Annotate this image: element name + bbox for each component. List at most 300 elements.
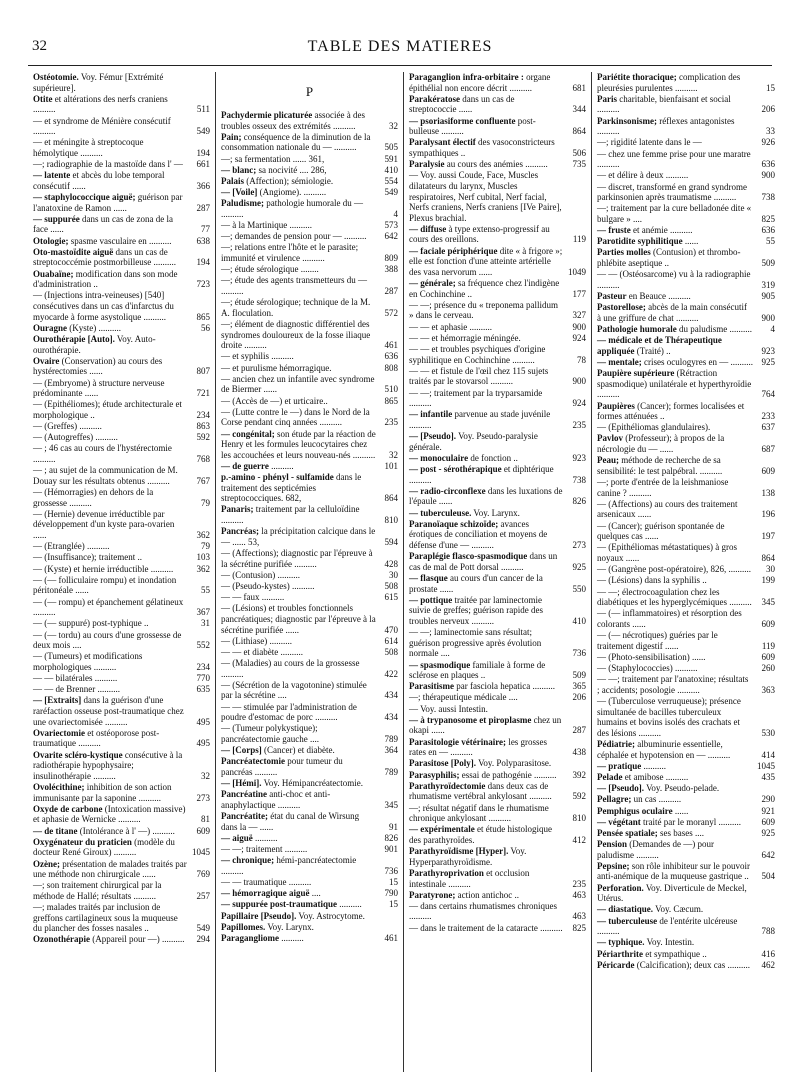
entry-label <box>597 861 756 882</box>
entry-heading: p.-amino - phényl - sulfamide <box>221 472 334 483</box>
entry-heading: — staphylococcique aiguë; <box>33 192 136 203</box>
index-entry <box>597 94 775 115</box>
entry-label <box>221 789 379 810</box>
index-entry <box>409 170 586 223</box>
entry-page-number: 810 <box>572 813 586 824</box>
index-entry <box>409 137 586 158</box>
entry-label <box>597 291 756 302</box>
entry-description: à type extenso-progressif au cours des oreillons. <box>409 223 550 245</box>
entry-label <box>33 902 191 934</box>
entry-page-number: 921 <box>761 805 775 816</box>
index-entry <box>409 366 586 387</box>
index-entry <box>409 453 586 464</box>
entry-page-number: 461 <box>384 933 398 944</box>
index-entry <box>409 692 586 703</box>
index-entry <box>33 782 210 803</box>
index-entry <box>221 855 398 876</box>
index-entry <box>409 781 586 802</box>
entry-label <box>33 673 191 684</box>
entry-label <box>597 368 756 400</box>
index-entry <box>597 302 775 323</box>
entry-description: inhibition de son action immunisante par la saponine .......... <box>33 781 172 803</box>
entry-description: (Contusion) et thrombo-phlébite aseptique .. <box>597 247 741 269</box>
index-entry <box>409 901 586 922</box>
entry-description: — à la Martinique .......... <box>221 220 312 231</box>
entry-description: Voy. Intestin. <box>644 937 695 948</box>
section-letter: P <box>305 84 314 99</box>
entry-label <box>33 618 191 629</box>
index-entry <box>221 680 398 701</box>
index-entry <box>221 165 398 176</box>
index-entry <box>409 72 586 93</box>
entry-heading: — congénital; <box>221 428 275 439</box>
index-entry <box>221 570 398 581</box>
index-entry <box>597 170 775 181</box>
entry-label <box>597 761 756 772</box>
entry-heading: Pemphigus oculaire <box>597 805 673 816</box>
entry-label <box>409 781 567 802</box>
index-entry <box>221 933 398 944</box>
index-entry <box>409 715 586 736</box>
entry-label <box>597 324 756 335</box>
entry-description: — (Tumeurs) et modifications morphologiques .......... <box>33 651 143 672</box>
index-entry <box>221 911 398 922</box>
entry-page-number: 926 <box>761 137 775 148</box>
index-entry <box>221 351 398 362</box>
entry-label <box>33 399 191 420</box>
entry-heading: — médicale et de Thérapeutique appliquée <box>597 335 722 356</box>
entry-label <box>597 137 756 148</box>
entry-heading: Parasitisme <box>409 681 454 692</box>
index-entry <box>597 335 775 356</box>
entry-label <box>221 187 379 198</box>
entry-page-number: 723 <box>196 279 210 290</box>
entry-label <box>409 824 567 845</box>
entry-label <box>33 236 191 247</box>
entry-label <box>221 319 379 351</box>
entry-page-number: 550 <box>572 583 586 594</box>
entry-description: — — et aphasie .......... <box>409 321 492 332</box>
entry-description: —; sa fermentation ...... 361, <box>221 153 325 164</box>
index-entry <box>221 429 398 461</box>
entry-label <box>33 290 191 322</box>
entry-label <box>597 302 756 323</box>
index-entry <box>409 486 586 507</box>
entry-page-number: 78 <box>577 354 586 365</box>
entry-page-number: 573 <box>384 220 398 231</box>
entry-description: Voy. Larynx. <box>471 507 520 518</box>
entry-label <box>221 374 379 395</box>
entry-label <box>33 116 191 137</box>
entry-description: — (Epithéliomes); étude architecturale et morphologique .. <box>33 399 182 420</box>
entry-label <box>221 723 379 744</box>
index-entry <box>409 890 586 901</box>
entry-page-number: 287 <box>196 202 210 213</box>
entry-heading: — [Pseudo]. <box>597 783 644 794</box>
entry-heading: — de guerre <box>221 460 269 471</box>
entry-description: —; malades traités par inclusion de greffons cartilagineux sous la muqueuse du plancher des fosses nasales .. <box>33 902 178 934</box>
entry-label <box>33 487 191 508</box>
entry-page-number: 736 <box>572 648 586 659</box>
entry-description: des vasoconstricteurs sympathiques .. <box>409 137 555 158</box>
entry-description: dans un cas de streptococcie ...... <box>409 93 515 115</box>
entry-heading: Pancréatite; <box>221 811 268 822</box>
index-entry <box>409 333 586 344</box>
entry-heading: Pelade <box>597 771 623 782</box>
entry-page-number: 56 <box>201 322 210 333</box>
entry-description: action antichoc .. <box>455 889 520 900</box>
entry-heading: — infantile <box>409 409 453 420</box>
entry-page-number: 327 <box>572 310 586 321</box>
index-entry <box>597 794 775 805</box>
entry-heading: Ovarite scléro-kystique <box>33 749 123 760</box>
index-entry <box>221 198 398 219</box>
entry-label <box>409 344 567 365</box>
entry-label <box>33 421 191 432</box>
entry-label <box>409 508 567 519</box>
entry-description: — (Gangrène post-opératoire), 826, .......... <box>597 564 751 575</box>
entry-description: (Professeur); à propos de la nécrologie du — ...... <box>597 433 725 455</box>
entry-description: dans le traitement des septicémies streptococciques. 682, <box>221 472 362 504</box>
entry-page-number: 681 <box>572 82 586 93</box>
entry-label <box>597 149 756 170</box>
index-entry <box>221 187 398 198</box>
entry-page-number: 609 <box>196 825 210 836</box>
entry-label <box>409 770 567 781</box>
entry-label <box>597 806 756 817</box>
entry-heading: — [Hémi]. <box>221 778 262 789</box>
entry-description: Voy. Pseudo-pelade. <box>644 783 720 794</box>
entry-page-number: 810 <box>384 515 398 526</box>
entry-page-number: 738 <box>761 192 775 203</box>
entry-description: état du canal de Wirsung dans la — ...... <box>221 811 360 832</box>
entry-label <box>221 570 379 581</box>
entry-page-number: 826 <box>384 832 398 843</box>
entry-description: pour tumeur du pancréas .......... <box>221 756 343 777</box>
entry-label <box>221 603 379 635</box>
entry-label <box>221 275 379 296</box>
entry-page-number: 319 <box>761 279 775 290</box>
entry-heading: Paupière supérieure <box>597 368 675 379</box>
index-entry <box>409 824 586 845</box>
entry-description: — (Staphylococcies) .......... <box>597 663 698 674</box>
entry-label <box>597 575 756 586</box>
entry-label <box>597 817 756 828</box>
entry-label <box>409 453 567 464</box>
entry-description: — — et hémorragie méningée. <box>409 332 521 343</box>
entry-page-number: 287 <box>572 725 586 736</box>
entry-description: et occlusion intestinale .......... <box>409 867 530 889</box>
entry-label <box>409 758 567 769</box>
entry-description: au cours d'un cancer de la prostate ...... <box>409 572 543 594</box>
entry-page-number: 764 <box>761 389 775 400</box>
entry-page-number: 637 <box>761 422 775 433</box>
entry-description: présentation de malades traités par une méthode non chirurgicale ...... <box>33 858 187 880</box>
entry-page-number: 199 <box>761 575 775 586</box>
entry-page-number: 825 <box>572 922 586 933</box>
entry-label <box>221 351 379 362</box>
index-entry <box>33 432 210 443</box>
entry-label <box>409 278 567 299</box>
entry-heading: — psoriasiforme confluente <box>409 115 516 126</box>
entry-page-number: 554 <box>384 175 398 186</box>
entry-description: — — faux .......... <box>221 592 285 603</box>
index-entry <box>33 859 210 880</box>
entry-label <box>33 192 191 213</box>
entry-page-number: 55 <box>201 585 210 596</box>
index-entry <box>597 696 775 738</box>
entry-label <box>409 846 567 867</box>
index-column-1 <box>28 72 216 1072</box>
index-entry <box>597 587 775 608</box>
entry-page-number: 905 <box>761 291 775 301</box>
entry-page-number: 4 <box>770 323 775 334</box>
entry-label <box>221 220 379 231</box>
entry-page-number: 362 <box>196 530 210 540</box>
entry-heading: Pension <box>597 839 628 850</box>
entry-heading: Paupières <box>597 400 635 411</box>
entry-label <box>597 828 756 839</box>
entry-heading: Palais <box>221 175 245 186</box>
entry-page-number: 864 <box>572 126 586 137</box>
index-entry <box>597 652 775 663</box>
entry-heading: Pavlov <box>597 433 623 444</box>
entry-label <box>409 868 567 889</box>
index-entry <box>221 154 398 165</box>
entry-page-number: 549 <box>384 187 398 198</box>
entry-description: .......... <box>252 832 278 843</box>
entry-heading: Oxygénateur du praticien <box>33 836 132 847</box>
entry-label <box>33 94 191 115</box>
entry-description: — — et fistule de l'œil chez 115 sujets traités par le stovarsol .......... <box>409 365 549 387</box>
entry-page-number: 925 <box>761 827 775 838</box>
entry-description: (Cancer); formes localisées et formes atténuées .. <box>597 400 745 422</box>
entry-description: — (— suppuré) post-typhique .. <box>33 618 149 629</box>
entry-description: — (Contusion) .......... <box>221 569 301 580</box>
entry-description: — (— rompu) et épanchement gélatineux .......... <box>33 596 184 618</box>
entry-label <box>409 486 567 507</box>
entry-label <box>409 660 567 681</box>
entry-label <box>597 663 756 674</box>
entry-description: .......... <box>337 899 362 910</box>
entry-page-number: 900 <box>761 312 775 323</box>
index-entry <box>33 487 210 508</box>
entry-page-number: 721 <box>196 388 210 399</box>
entry-label <box>221 933 379 944</box>
entry-heading: Panaris; <box>221 504 254 515</box>
entry-page-number: 345 <box>761 597 775 608</box>
entry-description: avances érotiques de conciliation et moyens de défense d'une — .......... <box>409 518 548 550</box>
entry-heading: — typhique. <box>597 937 645 948</box>
entry-label <box>409 94 567 115</box>
entry-page-number: 416 <box>761 948 775 959</box>
entry-label <box>597 949 756 960</box>
entry-label <box>409 409 567 430</box>
entry-description: —; élément de diagnostic différentiel des syndromes douloureux de la fosse iliaque droite .......... <box>221 319 371 351</box>
entry-description: associée à des troubles osseux des extrémités .......... <box>221 110 365 131</box>
page-header <box>28 0 772 66</box>
index-entry <box>409 770 586 781</box>
entry-label <box>33 782 191 803</box>
entry-page-number: 769 <box>196 869 210 880</box>
index-entry <box>409 278 586 299</box>
entry-description: (modèle du docteur René Giroux) .......... <box>33 836 175 858</box>
entry-label <box>33 356 191 377</box>
entry-description: charitable, bienfaisant et social .......... <box>597 93 731 115</box>
entry-page-number: 197 <box>761 531 775 542</box>
entry-label <box>33 541 191 552</box>
entry-label <box>221 110 379 131</box>
index-entry <box>597 861 775 882</box>
entry-description: au cours des anémies .......... <box>444 159 548 170</box>
entry-page-number: 15 <box>389 877 398 888</box>
entry-description: —; relations entre l'hôte et le parasite; immunité et virulence .......... <box>221 242 359 264</box>
entry-label <box>221 745 379 756</box>
entry-heading: Paraplégie flasco-spasmodique <box>409 551 528 562</box>
index-entry <box>597 916 775 937</box>
index-entry <box>221 264 398 275</box>
entry-page-number: 101 <box>384 460 398 471</box>
entry-label <box>597 960 756 971</box>
index-entry <box>409 803 586 824</box>
index-entry <box>33 826 210 837</box>
entry-description: traité par le moranyl .......... <box>640 816 741 827</box>
entry-description: — (Accès de —) et urticaire.. <box>221 395 328 406</box>
entry-page-number: 235 <box>572 419 586 430</box>
index-entry <box>221 702 398 723</box>
entry-label <box>597 269 756 290</box>
entry-label <box>33 826 191 837</box>
entry-page-number: 392 <box>572 769 586 780</box>
entry-page-number: 609 <box>761 816 775 827</box>
entry-page-number: 364 <box>384 745 398 756</box>
entry-page-number: 438 <box>572 747 586 758</box>
entry-heading: Parasitose [Poly]. <box>409 758 476 769</box>
entry-page-number: 552 <box>196 640 210 651</box>
index-entry <box>33 902 210 934</box>
entry-description: — (Lésions) dans la syphilis .. <box>597 575 707 586</box>
entry-page-number: 362 <box>196 563 210 574</box>
entry-heading: — blanc; <box>221 164 257 175</box>
entry-description: pathologie humorale du — .......... <box>221 198 363 219</box>
index-entry <box>597 499 775 520</box>
entry-label <box>597 916 756 937</box>
entry-page-number: 206 <box>572 692 586 703</box>
index-entry <box>33 597 210 618</box>
index-entry <box>597 149 775 170</box>
entry-page-number: 235 <box>384 417 398 428</box>
index-entry <box>597 291 775 302</box>
index-entry <box>33 934 210 945</box>
entry-description: parvenue au stade juvénile .......... <box>409 409 551 430</box>
entry-page-number: 788 <box>761 926 775 937</box>
entry-description: dans un cas de mal de Pott dorsal .......... <box>409 551 558 572</box>
entry-page-number: 435 <box>761 771 775 782</box>
entry-description: — —; laminectomie sans résultat; guérison progressive après évolution normale .... <box>409 627 542 659</box>
index-entry <box>33 247 210 268</box>
entry-heading: Ostéotomie. <box>33 72 79 82</box>
entry-heading: Otologie; <box>33 235 69 246</box>
index-entry <box>409 224 586 245</box>
entry-description: — (Epithéliomas métastatiques) à gros noyaux ...... <box>597 542 737 563</box>
entry-heading: Ozène; <box>33 858 60 869</box>
entry-page-number: 511 <box>196 104 210 115</box>
entry-heading: Ovariectomie <box>33 727 85 738</box>
entry-page-number: 234 <box>196 661 210 672</box>
entry-description: — et méningite à streptocoque hémolytique .......... <box>33 137 144 158</box>
entry-description: — (Lithiase) .......... <box>221 635 292 646</box>
entry-label <box>597 401 756 422</box>
entry-page-number: 825 <box>761 213 775 224</box>
entry-page-number: 506 <box>572 147 586 158</box>
index-entry <box>221 472 398 504</box>
index-entry <box>221 877 398 888</box>
index-entry <box>33 356 210 377</box>
entry-description: et sympathique .. <box>642 948 707 959</box>
entry-page-number: 924 <box>572 332 586 343</box>
index-entry <box>409 344 586 365</box>
entry-description: — (Maladies) au cours de la grossesse .......... <box>221 658 360 679</box>
entry-description: — (Autogreffes) .......... <box>33 432 118 443</box>
entry-description: son étude par la réaction de Henry et les formules leucocytaires chez les accouchées et leurs nouveau-nés .......... <box>221 428 376 460</box>
entry-label <box>221 636 379 647</box>
entry-heading: — flasque <box>409 572 448 583</box>
entry-label <box>221 548 379 569</box>
entry-label <box>221 833 379 844</box>
entry-label <box>597 772 756 783</box>
entry-page-number: 414 <box>761 749 775 760</box>
entry-page-number: 15 <box>766 82 775 93</box>
entry-label <box>33 597 191 618</box>
entry-label <box>33 804 191 825</box>
entry-page-number: 863 <box>196 421 210 432</box>
entry-page-number: 273 <box>572 540 586 550</box>
entry-description: réflexes antagonistes .......... <box>597 115 735 137</box>
index-entry <box>597 783 775 794</box>
entry-heading: — à trypanosome et piroplasme <box>409 714 532 725</box>
entry-heading: Pathologie humorale <box>597 323 677 334</box>
entry-heading: Ozonothérapie <box>33 934 90 945</box>
entry-description: (Kyste) .......... <box>67 322 122 333</box>
index-entry <box>409 627 586 659</box>
entry-page-number: 91 <box>389 821 398 832</box>
entry-description: — —; traitement par la tryparsamide .......... <box>409 387 543 409</box>
entry-heading: Pensée spatiale; <box>597 827 658 838</box>
entry-description: du paludisme .......... <box>676 323 752 334</box>
entry-heading: Parties molles <box>597 247 651 258</box>
entry-heading: Parasitologie vétérinaire; <box>409 736 507 747</box>
index-entry <box>221 374 398 395</box>
entry-description: post-bulleuse .......... <box>409 115 536 137</box>
index-entry <box>33 170 210 191</box>
entry-label <box>597 937 756 948</box>
entry-page-number: 15 <box>389 899 398 910</box>
entry-description: familiale à forme de sclérose en plaques .. <box>409 659 546 681</box>
entry-description: spasme vasculaire en .......... <box>68 235 172 246</box>
entry-description: —; demandes de pension pour — .......... <box>221 231 367 242</box>
index-entry <box>33 443 210 464</box>
index-entry <box>221 242 398 263</box>
entry-label <box>409 159 567 170</box>
entry-label <box>221 504 379 525</box>
entry-page-number: 1045 <box>757 760 775 771</box>
entry-label <box>221 363 379 374</box>
entry-description: albuminurie essentielle, céphalée et hypotension en — .......... <box>597 739 731 760</box>
entry-description: — (Injections intra-veineuses) [540] consécutives dans un cas d'infarctus du myocarde à forme asystolique .......... <box>33 290 174 322</box>
entry-description: consécutive à la radiothérapie hypophysaire; insulinothérapie .......... <box>33 749 183 781</box>
entry-description: — (Sécrétion de la vagotonine) stimulée par la sécrétine .... <box>221 679 367 701</box>
index-entry <box>33 575 210 596</box>
